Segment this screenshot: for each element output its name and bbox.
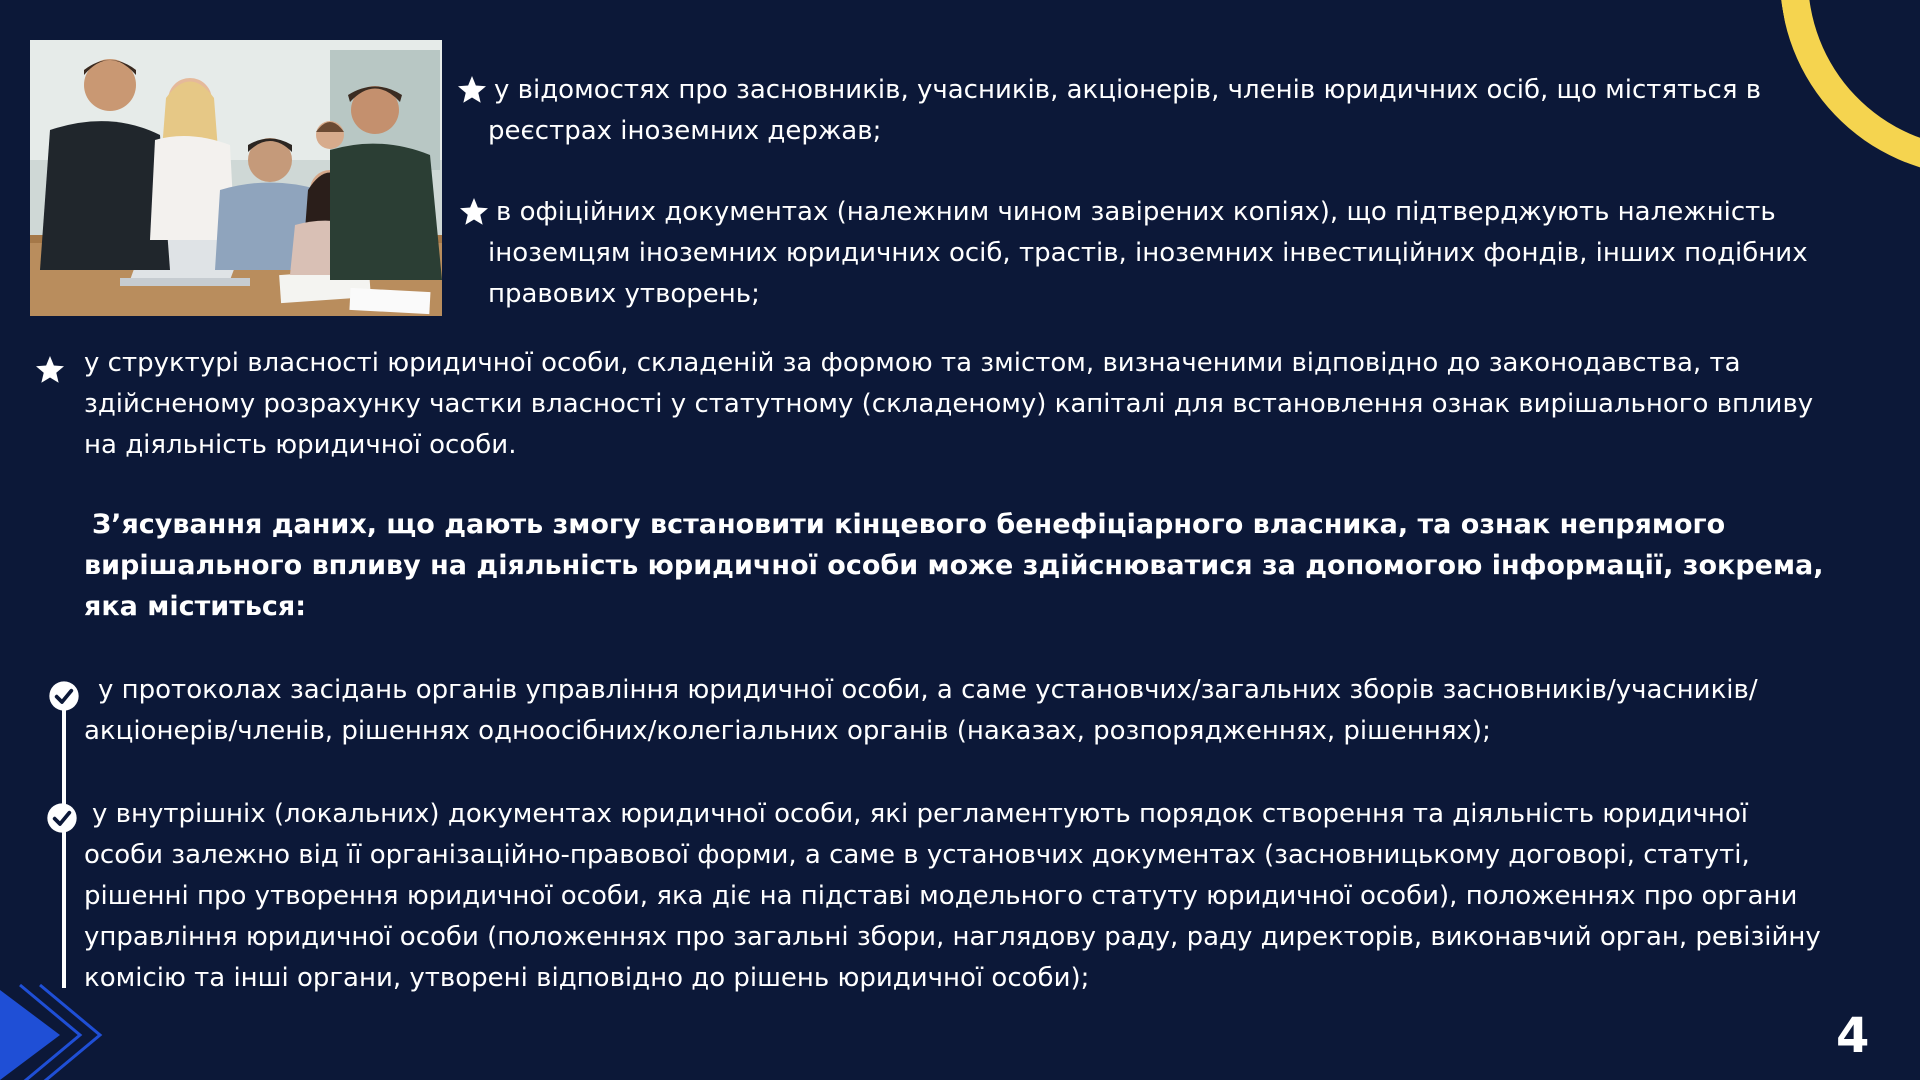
check-line: управління юридичної особи (положеннях про загальні збори, наглядову раду, раду директорів, виконавчий орган, ревізійну [84,922,1821,952]
timeline-line [62,705,66,988]
bullet-ownership-structure [84,343,1813,466]
bullet-line: в офіційних документах (належним чином завірених копіях), що підтверджують належність [496,197,1776,227]
bullet-foreign-registers [488,70,1762,152]
check-item-protocols [84,670,1758,752]
check-line: акціонерів/членів, рішеннях одноосібних/колегіальних органів (наказах, розпорядженнях, рішеннях); [84,716,1491,746]
check-item-internal-documents [84,794,1821,999]
check-line: рішенні про утворення юридичної особи, яка діє на підставі модельного статуту юридичної особи), положеннях про органи [84,881,1798,911]
star-icon [456,74,488,106]
bullet-line: у відомостях про засновників, учасників, акціонерів, членів юридичних осіб, що містяться в [494,75,1762,105]
bullet-line: іноземцям іноземних юридичних осіб, трастів, іноземних інвестиційних фондів, інших подібних [488,238,1808,268]
team-photo [30,40,442,316]
section-heading [84,504,1824,627]
heading-line: вирішального впливу на діяльність юридичної особи може здійснюватися за допомогою інформації, зокрема, [84,550,1824,581]
star-icon [458,196,490,228]
bullet-official-documents [488,192,1808,315]
page-number: 4 [1836,1008,1870,1064]
heading-line: яка міститься: [84,591,307,622]
check-line: особи залежно від її організаційно-правової форми, а саме в установчих документах (засновницькому договорі, статуті, [84,840,1750,870]
bullet-line: на діяльність юридичної особи. [84,430,517,460]
bullet-line: правових утворень; [488,279,760,309]
decorative-yellow-arc [1749,0,1920,207]
check-line: у внутрішніх (локальних) документах юридичної особи, які регламентують порядок створення та діяльність юридичної [92,799,1748,829]
check-line: у протоколах засідань органів управління юридичної особи, а саме установчих/загальних зборів засновників/учасників/ [98,675,1758,705]
check-circle-icon [48,680,80,712]
bullet-line: у структурі власності юридичної особи, складеній за формою та змістом, визначеними відповідно до законодавства, та [84,348,1741,378]
star-icon [34,354,66,386]
check-line: комісію та інші органи, утворені відповідно до рішень юридичної особи); [84,963,1090,993]
decorative-chevrons [0,980,120,1080]
bullet-line: реєстрах іноземних держав; [488,116,882,146]
bullet-line: здійсненому розрахунку частки власності у статутному (складеному) капіталі для встановлення ознак вирішального впливу [84,389,1814,419]
heading-line: З’ясування даних, що дають змогу встановити кінцевого бенефіціарного власника, та ознак непрямого [92,509,1726,540]
check-circle-icon [46,802,78,834]
